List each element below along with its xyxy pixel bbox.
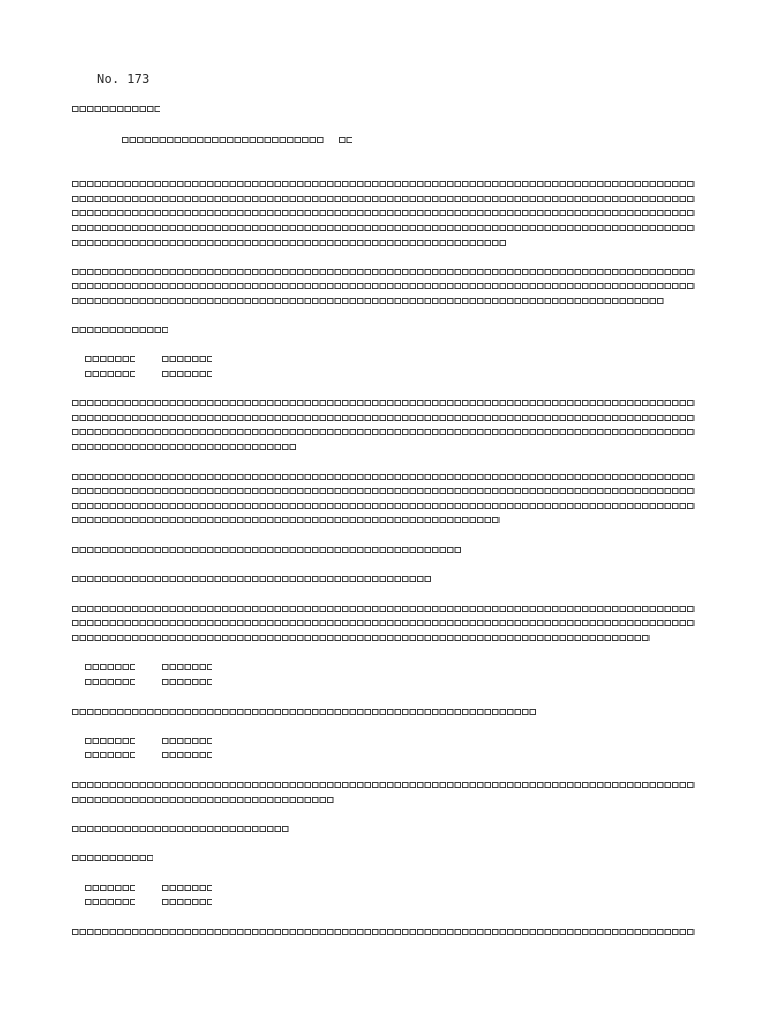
name-entry xyxy=(162,356,212,362)
document-heading xyxy=(72,106,160,112)
name-entry xyxy=(85,899,135,905)
section-heading xyxy=(72,327,168,333)
name-entry xyxy=(162,899,212,905)
name-entry xyxy=(85,664,135,670)
text-line xyxy=(72,620,695,626)
text-line xyxy=(72,576,432,582)
name-entry xyxy=(162,679,212,685)
name-entry xyxy=(162,371,212,377)
name-entry xyxy=(85,371,135,377)
section-heading xyxy=(72,855,153,861)
text-line xyxy=(72,635,650,641)
name-entry xyxy=(85,738,135,744)
text-line xyxy=(72,797,334,803)
text-line xyxy=(72,606,695,612)
document-title xyxy=(122,137,324,143)
name-entry xyxy=(85,885,135,891)
name-entry xyxy=(162,752,212,758)
text-line xyxy=(72,547,462,553)
text-line xyxy=(72,429,695,435)
text-line xyxy=(72,517,500,523)
text-line xyxy=(72,782,695,788)
name-entry xyxy=(162,738,212,744)
name-entry xyxy=(162,885,212,891)
text-line xyxy=(72,503,695,509)
text-line xyxy=(72,225,695,231)
text-line xyxy=(72,210,695,216)
text-line xyxy=(72,240,507,246)
text-line xyxy=(72,400,695,406)
text-line xyxy=(72,269,695,275)
name-entry xyxy=(85,752,135,758)
text-line xyxy=(72,709,537,715)
document-number: No. 173 xyxy=(97,72,150,86)
text-line xyxy=(72,283,695,289)
text-line xyxy=(72,298,664,304)
text-line xyxy=(72,196,695,202)
text-line xyxy=(72,488,695,494)
name-entry xyxy=(162,664,212,670)
document-title-suffix xyxy=(339,137,352,143)
text-line xyxy=(72,444,297,450)
text-line xyxy=(72,415,695,421)
text-line xyxy=(72,181,695,187)
name-entry xyxy=(85,356,135,362)
text-line xyxy=(72,929,695,935)
text-line xyxy=(72,474,695,480)
name-entry xyxy=(85,679,135,685)
text-line xyxy=(72,826,289,832)
